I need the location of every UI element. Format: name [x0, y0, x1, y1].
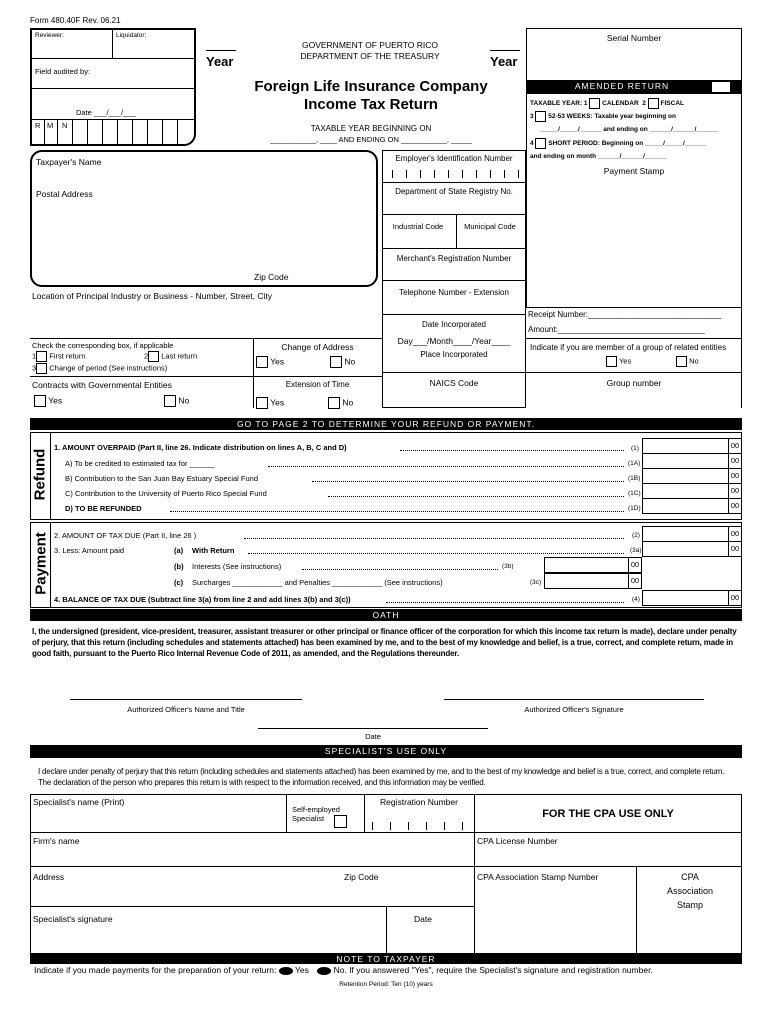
weeks-checkbox[interactable] — [535, 111, 546, 122]
ref-4: (4) — [632, 596, 640, 603]
check-box-label: Check the corresponding box, if applicable — [32, 341, 174, 350]
refund-line-1c: C) Contribution to the University of Puerto Rico Special Fund — [65, 489, 267, 498]
year-right: Year — [490, 54, 518, 69]
reviewer-box — [30, 28, 196, 146]
refund-line-1: 1. AMOUNT OVERPAID (Part II, line 26. Indicate distribution on lines A, B, C and D) — [54, 443, 347, 452]
naics-code-label: NAICS Code — [429, 378, 479, 388]
change-address-yes[interactable]: Yes — [256, 356, 284, 368]
contracts-gov-yes[interactable]: Yes — [34, 395, 62, 407]
refund-line-1d: D) TO BE REFUNDED — [65, 504, 142, 513]
note-yes-label: Yes — [294, 965, 309, 975]
specialist-signature-label: Specialist's signature — [33, 914, 113, 924]
audit-date: Date ___/___/___ — [76, 108, 136, 117]
group-member-yes[interactable]: Yes — [606, 356, 631, 367]
amount-field-2[interactable]: 00 — [642, 526, 742, 542]
reviewer-label: Reviewer: — [35, 32, 64, 39]
cpa-assoc-stamp-number-label: CPA Association Stamp Number — [477, 872, 599, 882]
note-no-oval[interactable] — [317, 967, 331, 975]
note-text1: Indicate if you made payments for the preparation of your return: — [34, 965, 277, 975]
registration-number-label: Registration Number — [380, 797, 458, 807]
refund-label: Refund — [31, 448, 49, 501]
year-left: Year — [206, 54, 234, 69]
ein-ticks — [392, 170, 522, 180]
amount-field-3b[interactable]: 00 — [544, 557, 642, 573]
specialist-name-label: Specialist's name (Print) — [33, 797, 125, 807]
officer-signature: Authorized Officer's Signature — [524, 705, 624, 714]
retention-period: Retention Period: Ten (10) years — [339, 981, 433, 988]
amount-field-3a[interactable]: 00 — [642, 541, 742, 557]
postal-address-label: Postal Address — [36, 189, 93, 199]
change-address-no[interactable]: No — [330, 356, 355, 368]
oath-bar: OATH — [30, 609, 742, 621]
ref-1c: (1C) — [628, 490, 641, 497]
amended-return-bar — [527, 80, 741, 94]
amount-field-1b[interactable]: 00 — [642, 468, 742, 484]
merchant-reg-label: Merchant's Registration Number — [396, 254, 512, 263]
extension-time-label: Extension of Time — [285, 380, 350, 389]
specialist-text: I declare under penalty of perjury that this return (including schedules and statements attached) has been examined by me, and to the best of my knowledge and belief is a true, correct, and complete return. The declaration of the person who prepares this return is with respect to the information received, and this information may be verified. — [38, 767, 725, 787]
weeks-row: 3 52-53 WEEKS: Taxable year beginning on — [530, 111, 742, 122]
amount-label: Amount:_________________________________ — [528, 325, 705, 334]
taxable-year-row: TAXABLE YEAR: 1 CALENDAR 2 FISCAL — [530, 98, 742, 109]
amount-field-4[interactable]: 00 — [642, 590, 742, 606]
payment-line-3c-letter: (c) — [174, 578, 184, 587]
zip-label: Zip Code — [344, 872, 379, 882]
ref-3a: (3a) — [630, 547, 642, 554]
group-number-label: Group number — [606, 378, 662, 388]
amount-field-3c[interactable]: 00 — [544, 573, 642, 589]
amount-field-1d[interactable]: 00 — [642, 498, 742, 514]
payment-line-3-prefix: 3. Less: Amount paid — [54, 546, 125, 555]
last-return[interactable]: 2 Last return — [144, 351, 198, 361]
telephone-label: Telephone Number - Extension — [399, 288, 509, 297]
change-period[interactable]: 3 Change of period (See instructions) — [32, 363, 168, 373]
ref-2: (2) — [632, 532, 640, 539]
payment-line-2: 2. AMOUNT OF TAX DUE (Part II, line 26 ) — [54, 531, 197, 540]
change-address-label: Change of Address — [281, 342, 354, 352]
industrial-code-label: Industrial Code — [392, 222, 444, 231]
payment-line-3a-letter: (a) — [174, 546, 184, 555]
calendar-checkbox[interactable] — [589, 98, 600, 109]
payment-line-3a: With Return — [192, 546, 235, 555]
taxpayer-name-label: Taxpayer's Name — [36, 157, 102, 167]
payment-line-4: 4. BALANCE OF TAX DUE (Subtract line 3(a) from line 2 and add lines 3(b) and 3(c)) — [54, 595, 351, 604]
refund-line-1b: B) Contribution to the San Juan Bay Estuary Special Fund — [65, 474, 259, 483]
payment-label: Payment — [32, 532, 50, 595]
note-bar: NOTE TO TAXPAYER — [30, 954, 742, 964]
payment-line-3c: Surcharges ____________ and Penalties ____________ (See instructions) — [192, 578, 443, 587]
cpa-assoc-stamp-label: CPA Association Stamp — [666, 872, 714, 910]
note-yes-oval[interactable] — [279, 967, 293, 975]
taxable-year-end: ___________, ____ AND ENDING ON ___________, _____ — [270, 135, 472, 144]
page-subtitle: Income Tax Return — [304, 96, 438, 113]
place-incorporated-label: Place Incorporated — [420, 350, 488, 359]
serial-number-label: Serial Number — [606, 33, 662, 43]
form-id: Form 480.40F Rev. 06.21 — [30, 16, 121, 25]
contracts-gov-label: Contracts with Governmental Entities — [32, 380, 172, 390]
self-employed-checkbox[interactable] — [334, 815, 347, 828]
cpa-license-label: CPA License Number — [477, 836, 558, 846]
weeks-line2: _____/_____/______ and ending on ______/______/______ — [540, 126, 719, 133]
field-audited-label: Field audited by: — [35, 67, 91, 76]
liquidator-label: Liquidator: — [116, 32, 147, 39]
contracts-gov-no[interactable]: No — [164, 395, 189, 407]
gov-line1: GOVERNMENT OF PUERTO RICO — [301, 40, 439, 50]
firm-name-label: Firm's name — [33, 836, 80, 846]
group-member-no[interactable]: No — [676, 356, 699, 367]
municipal-code-label: Municipal Code — [464, 222, 516, 231]
note-line — [34, 965, 744, 975]
location-label: Location of Principal Industry or Business - Number, Street, City — [32, 291, 272, 301]
go-to-page-bar: GO TO PAGE 2 TO DETERMINE YOUR REFUND OR PAYMENT. — [30, 418, 742, 430]
payment-line-3b: Interests (See instructions) — [192, 562, 282, 571]
payment-stamp-label: Payment Stamp — [603, 166, 665, 176]
date-incorporated-label: Date Incorporated — [421, 320, 487, 329]
taxpayer-box — [30, 150, 378, 287]
ref-1a: (1A) — [628, 460, 641, 467]
gov-line2: DEPARTMENT OF THE TREASURY — [300, 51, 440, 61]
taxable-year-begin: TAXABLE YEAR BEGINNING ON — [310, 124, 432, 133]
ref-1b: (1B) — [628, 475, 641, 482]
first-return[interactable]: 1 First return — [32, 351, 86, 361]
rmn-n: N — [62, 121, 68, 130]
cpa-only-label: FOR THE CPA USE ONLY — [542, 808, 674, 820]
receipt-number: Receipt Number:______________________________ — [528, 310, 722, 319]
group-member-label: Indicate if you are member of a group of related entities — [530, 343, 727, 352]
amended-return-label: AMENDED RETURN — [574, 81, 670, 91]
short-row: 4 SHORT PERIOD: Beginning on _____/_____/______ — [530, 138, 742, 149]
ref-1d: (1D) — [628, 505, 641, 512]
fiscal-checkbox[interactable] — [648, 98, 659, 109]
oath-date: Date — [365, 732, 381, 741]
refund-line-1a: A) To be credited to estimated tax for ______ — [65, 459, 215, 468]
amount-field-1a[interactable]: 00 — [642, 453, 742, 469]
rmn-m: M — [47, 121, 54, 130]
ref-3b: (3b) — [502, 563, 514, 570]
oath-text: I, the undersigned (president, vice-president, treasurer, assistant treasurer or other principal or finance officer of the corporation for which this income tax return is made), declare under penalty of perjury, that this return (including schedules and statements attached) has been examined by me, and to the best of my knowledge and belief, is a true, correct, and complete return, made in good faith, pursuant to the Puerto Rico Internal Revenue Code of 2011, as amended, and the Regulations thereunder. — [32, 627, 737, 658]
specialist-date-label: Date — [414, 914, 432, 924]
day-month-year: Day___/Month____/Year____ — [397, 336, 511, 346]
amended-return-checkbox[interactable] — [711, 81, 731, 93]
page-title: Foreign Life Insurance Company — [254, 78, 488, 95]
ref-3c: (3c) — [530, 579, 542, 586]
amount-field-1[interactable]: 00 — [642, 438, 742, 454]
specialist-bar: SPECIALIST'S USE ONLY — [30, 745, 742, 758]
short-line2: and ending on month ______/______/______ — [530, 153, 667, 160]
amount-field-1c[interactable]: 00 — [642, 483, 742, 499]
address-label: Address — [33, 872, 65, 882]
ein-label: Employer's Identification Number — [395, 154, 513, 163]
ref-1: (1) — [631, 445, 639, 452]
rmn-r: R — [35, 121, 41, 130]
extension-yes[interactable]: Yes — [256, 397, 284, 409]
payment-line-3b-letter: (b) — [174, 562, 184, 571]
zip-code-label: Zip Code — [254, 272, 289, 282]
note-text2: No. If you answered "Yes", require the Specialist's signature and registration number. — [333, 965, 653, 975]
short-period-checkbox[interactable] — [535, 138, 546, 149]
self-employed-label: Self-employed Specialist — [292, 805, 340, 823]
extension-no[interactable]: No — [328, 397, 353, 409]
dept-state-label: Department of State Registry No. — [395, 187, 513, 196]
officer-name-title: Authorized Officer's Name and Title — [127, 705, 245, 714]
